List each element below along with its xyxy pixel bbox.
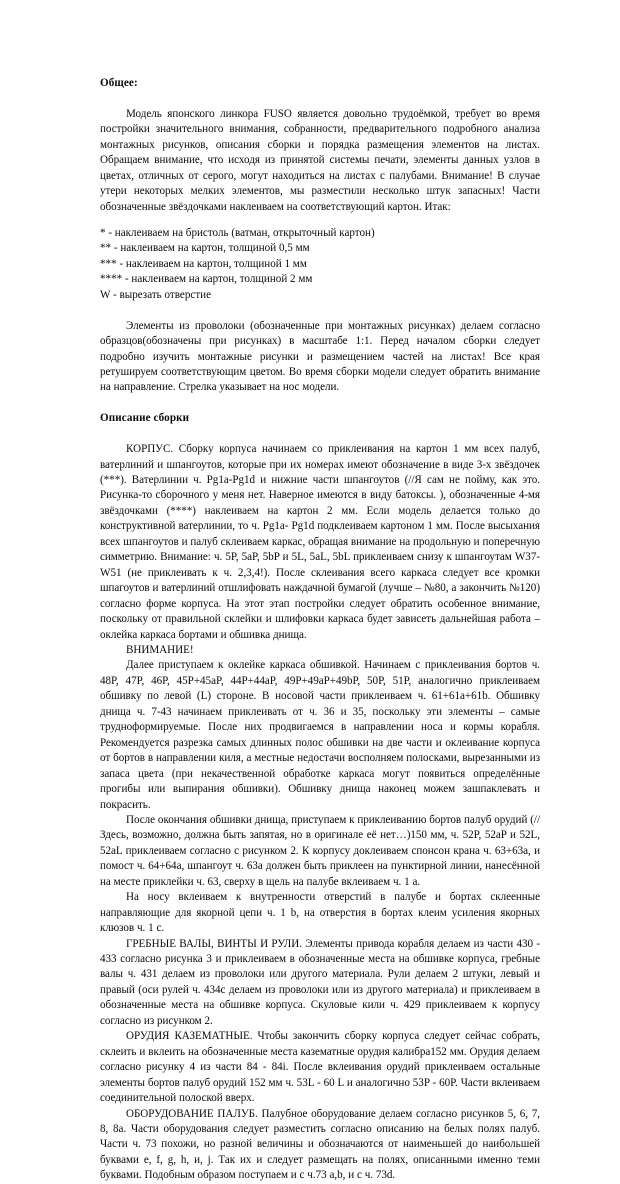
legend-item-w-hole: W - вырезать отверстие [100, 288, 212, 301]
legend-item-two-star: ** - наклеиваем на картон, толщиной 0,5 мм [100, 242, 310, 255]
wire-elements-paragraph: Элементы из проволоки (обозначенные при монтажных рисунках) делаем согласно образцов(обозначены при рисунках) в масштабе 1:1. Перед началом сборки следует подробно изучить монтажные рисунки и размещением частей на листах! Все края ретушируем соответствующим цветом. Во время сборки модели следует обратить внимание на направление. Стрелка указывает на нос модели. [100, 319, 540, 394]
legend-item-four-star: **** - наклеиваем на картон, толщиной 2 мм [100, 273, 313, 286]
card-thickness-legend [100, 226, 540, 303]
shafts-propellers-rudders-paragraph: ГРЕБНЫЕ ВАЛЫ, ВИНТЫ И РУЛИ. Элементы привода корабля делаем из части 430 - 433 согласно рисунка 3 и приклеиваем в обозначенные места на обшивке корпуса, гребные валы ч. 431 делаем из проволоки или другого материала. Рули делаем 2 штуки, левый и правый (оси рулей ч. 434c делаем из проволоки или из другого материала) и приклеиваем в обозначенные места на обшивке корпуса. Скуловые кили ч. 429 приклеиваем к корпусу согласно из рисунком 2. [100, 937, 540, 1027]
assembly-description-heading: Описание сборки [100, 412, 190, 425]
legend-item-one-star: * - наклеиваем на бристоль (ватман, открыточный картон) [100, 226, 375, 239]
general-heading: Общее: [100, 77, 138, 89]
intro-paragraph: Модель японского линкора FUSO является довольно трудоёмкой, требует во время постройки значительного внимания, собранности, предварительного подробного анализа монтажных рисунков, описания сборки и порядка размещения элементов на листах. Обращаем внимание, что исходя из принятой системы печати, элементы данных узлов в цветах, отличных от серого, могут находиться на листах с палубами. Внимание! В случае утери некоторых мелких элементов, мы разместили несколько штук запасных! Части обозначенные звёздочками наклеиваем на соответствующий картон. Итак: [100, 107, 540, 213]
spacer-before-assembly-heading [100, 396, 540, 411]
casemate-guns-paragraph: ОРУДИЯ КАЗЕМАТНЫЕ. Чтобы закончить сборку корпуса следует сейчас собрать, склеить и вклеить на обозначенные места казематные орудия калибра152 мм. Орудия делаем согласно рисунку 4 из части 84 - 84i. После вклеивания орудий приклеиваем остальные элементы бортов палуб орудий 152 мм ч. 53L - 60 L и аналогично 53P - 60P. Части вклеиваем соединительной полоской вверх. [100, 1030, 540, 1105]
legend-item-three-star: *** - наклеиваем на картон, толщиной 1 мм [100, 257, 307, 270]
spacer-after-assembly-heading [100, 427, 540, 442]
spacer-after-legend [100, 303, 540, 318]
hull-paragraph: КОРПУС. Сборку корпуса начинаем со приклеивания на картон 1 мм всех палуб, ватерлиний и шпангоутов, которые при их номерах имеют обозначение в виде 3-х звёздочек (***). Ватерлинии ч. Pg1a-Pg1d и нижние части шпангоутов (//Я сам не пойму, как это. Рисунка-то сборочного у меня нет. Наверное имеются в виду батоксы. ), обозначенные 4-мя звёздочками (****) наклеиваем на картон 2 мм. Если модель делается только до конструктивной ватерлинии, то ч. Pg1a- Pg1d подклеиваем картоном 1 мм. После высыхания всех шпангоутов и палуб склеиваем каркас, обращая внимание на продольную и поперечную симметрию. Внимание: ч. 5P, 5aP, 5bP и 5L, 5aL, 5bL приклеиваем снизу к шпангоутам W37-W51 (не приклеивать к ч. 2,3,4!). После склеивания всего каркаса следует все кромки шпагоутов и ватерлиний отшлифовать наждачной бумагой (лучше – №80, а закончить №120) согласно форме корпуса. На этот этап постройки следует обратить особенное внимание, поскольку от правильной склейки и шлифовки каркаса будет зависеть дальнейшая работа – оклейка каркаса бортами и обшивка днища. [100, 443, 540, 641]
deck-equipment-paragraph: ОБОРУДОВАНИЕ ПАЛУБ. Палубное оборудование делаем согласно рисунков 5, 6, 7, 8, 8a. Части оборудования следует разместить согласно описанию на белых полях палуб. Части ч. 73 похожи, но разной величины и обозначаются от наименьшей до наибольшей буквами e, f, g, h, и, j. Так их и следует размещать на полях, описанными именно теми буквами. Подобным образом поступаем и с ч.73 a,b, и с ч. 73d. [100, 1107, 540, 1182]
gun-deck-sides-paragraph: После окончания обшивки днища, приступаем к приклеиванию бортов палуб орудий (//Здесь, возможно, должна быть запятая, но в оригинале её нет…)150 мм, ч. 52P, 52aP и 52L, 52aL приклеиваем согласно с рисунком 2. К корпусу доклеиваем спонсон крана ч. 63+63a, и помост ч. 64+64a, шпангоут ч. 63a должен быть приклеен на пунктирной линии, нанесённой на месте приклейки ч. 63, сверху в щель на палубе вклеиваем ч. 1 a. [100, 813, 540, 888]
document-body [100, 76, 540, 1184]
bow-anchor-guides-paragraph: На носу вклеиваем к внутренности отверстий в палубе и бортах склеенные направляющие для якорной цепи ч. 1 b, на отверстия в бортах клеим усиления якорных клюзов ч. 1 c. [100, 891, 540, 935]
attention-label: ВНИМАНИЕ! [126, 643, 194, 656]
plating-paragraph: Далее приступаем к оклейке каркаса обшивкой. Начинаем с приклеивания бортов ч. 48P, 47P, 46P, 45P+45aP, 44P+44aP, 49P+49aP+49bP, 50P, 51P, аналогично приклеиваем обшивку по левой (L) стороне. В носовой части приклеиваем ч. 61+61a+61b. Обшивку днища ч. 7-43 начинаем приклеивать от ч. 36 и 35, поскольку эти элементы – самые трудноформируемые. После них продвигаемся в направлении носа и кормы корабля. Рекомендуется разрезка самых длинных полос обшивки на две части и оклеивание корпуса от бортов в направлении киля, а местные недостачи восполняем полосками, вырезанными из запаса цвета (при некачественной обработке каркаса могут появиться определённые прогибы или выпирания обшивки). Обшивку днища наконец можем зашпаклевать и покрасить. [100, 659, 540, 811]
spacer-after-general-heading [100, 91, 540, 106]
spacer-before-legend [100, 215, 540, 226]
